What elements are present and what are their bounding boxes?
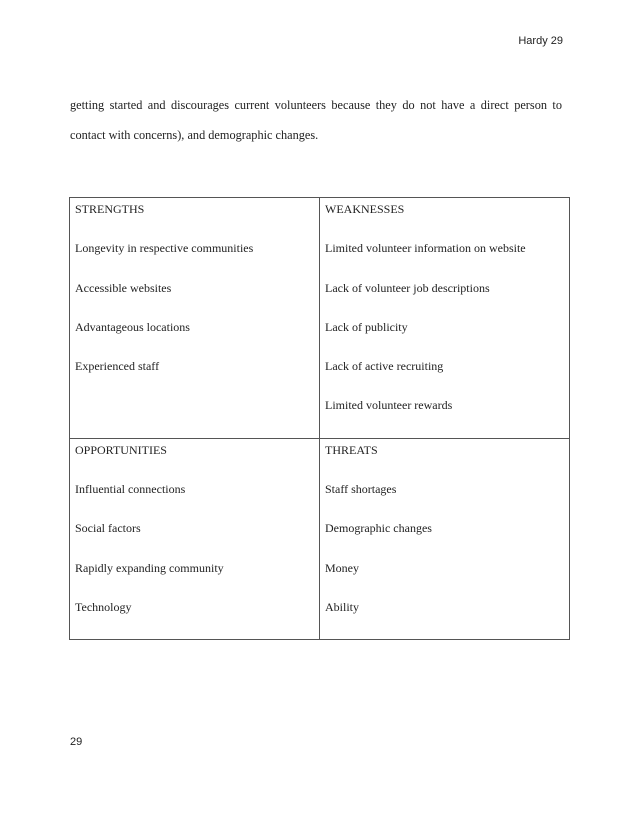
swot-table [69,197,570,640]
strengths-item: Advantageous locations [75,319,190,334]
weaknesses-item: Lack of publicity [325,319,408,334]
weaknesses-item: Lack of active recruiting [325,359,444,374]
threats-item: Money [325,560,359,575]
weaknesses-item: Limited volunteer information on website [325,241,526,256]
opportunities-heading: OPPORTUNITIES [75,442,167,457]
weaknesses-cell [320,198,570,439]
opportunities-item: Rapidly expanding community [75,560,224,575]
weaknesses-heading: WEAKNESSES [325,202,405,216]
opportunities-item: Social factors [75,521,141,536]
running-head: Hardy 29 [518,35,563,47]
swot-row-bottom [70,438,570,639]
threats-heading: THREATS [325,442,378,457]
page-number: 29 [70,736,83,748]
threats-item: Ability [325,599,360,614]
body-paragraph-block [70,90,562,150]
weaknesses-item: Lack of volunteer job descriptions [325,280,490,295]
strengths-item: Experienced staff [75,359,160,374]
opportunities-item: Influential connections [75,482,186,497]
swot-row-top [70,198,570,439]
threats-item: Demographic changes [325,521,432,536]
threats-cell [320,438,570,639]
strengths-item: Accessible websites [75,280,172,295]
strengths-cell [70,198,320,439]
strengths-item: Longevity in respective communities [75,241,254,256]
strengths-heading: STRENGTHS [75,202,145,216]
threats-item: Staff shortages [325,482,397,497]
opportunities-cell [70,438,320,639]
opportunities-item: Technology [75,599,132,614]
body-paragraph: getting started and discourages current volunteers because they do not have a direct person to contact with concerns), and demographic changes. [70,98,562,142]
weaknesses-item: Limited volunteer rewards [325,398,453,413]
